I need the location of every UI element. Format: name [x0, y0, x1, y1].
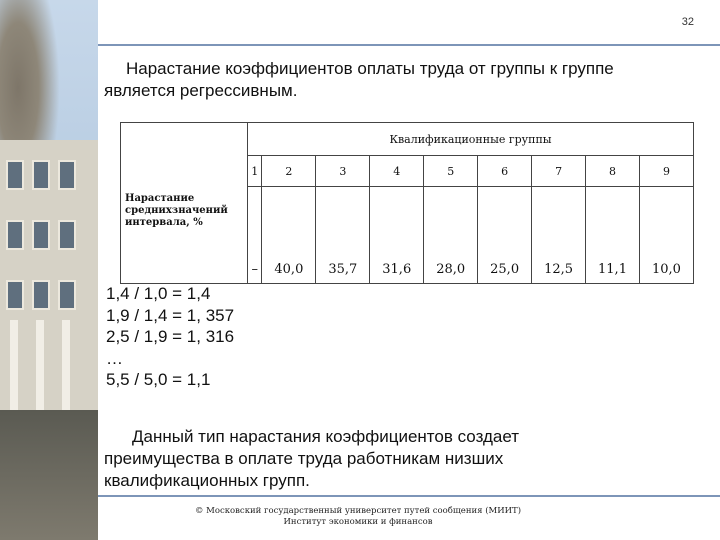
value-cell-4: 31,6 — [370, 187, 424, 284]
value-cell-3: 35,7 — [316, 187, 370, 284]
bottom-divider — [98, 495, 720, 497]
building-image — [0, 140, 102, 410]
group-header-8: 8 — [586, 156, 640, 187]
calculation-line: 2,5 / 1,9 = 1, 316 — [106, 327, 235, 346]
slide-panel — [98, 0, 720, 540]
table-corner-cell — [121, 156, 248, 187]
value-cell-7: 12,5 — [532, 187, 586, 284]
value-cell-2: 40,0 — [262, 187, 316, 284]
value-cell-9: 10,0 — [639, 187, 693, 284]
footer-institute: Институт экономики и финансов — [283, 517, 433, 527]
calculation-list — [106, 283, 234, 391]
slide-heading: Нарастание коэффициентов оплаты труда от группы к группе является регрессивным. — [104, 59, 614, 100]
qualification-table — [120, 122, 694, 284]
group-header-6: 6 — [478, 156, 532, 187]
page-number: 32 — [681, 16, 694, 28]
calculation-line: … — [106, 348, 123, 368]
group-header-9: 9 — [639, 156, 693, 187]
value-cell-8: 11,1 — [586, 187, 640, 284]
table-corner-cell — [121, 123, 248, 156]
ground-image — [0, 410, 102, 540]
row-label: Нарастание среднихзначений интервала, % — [121, 187, 248, 284]
background-photo — [0, 0, 102, 540]
calculation-line: 5,5 / 5,0 = 1,1 — [106, 370, 211, 389]
group-header-2: 2 — [262, 156, 316, 187]
value-cell-1: – — [248, 187, 262, 284]
value-cell-5: 28,0 — [424, 187, 478, 284]
group-header-7: 7 — [532, 156, 586, 187]
value-cell-6: 25,0 — [478, 187, 532, 284]
calculation-line: 1,4 / 1,0 = 1,4 — [106, 284, 211, 303]
calculation-line: 1,9 / 1,4 = 1, 357 — [106, 305, 235, 325]
conclusion-text: Данный тип нарастания коэффициентов создает преимущества в оплате труда работникам низших квалификационных групп. — [104, 427, 520, 490]
footer — [158, 506, 558, 528]
top-divider — [98, 44, 720, 46]
group-header-4: 4 — [370, 156, 424, 187]
table-caption: Квалификационные группы — [248, 123, 694, 156]
group-header-1: 1 — [248, 156, 262, 187]
footer-university: © Московский государственный университет путей сообщения (МИИТ) — [194, 506, 522, 516]
group-header-3: 3 — [316, 156, 370, 187]
group-header-5: 5 — [424, 156, 478, 187]
